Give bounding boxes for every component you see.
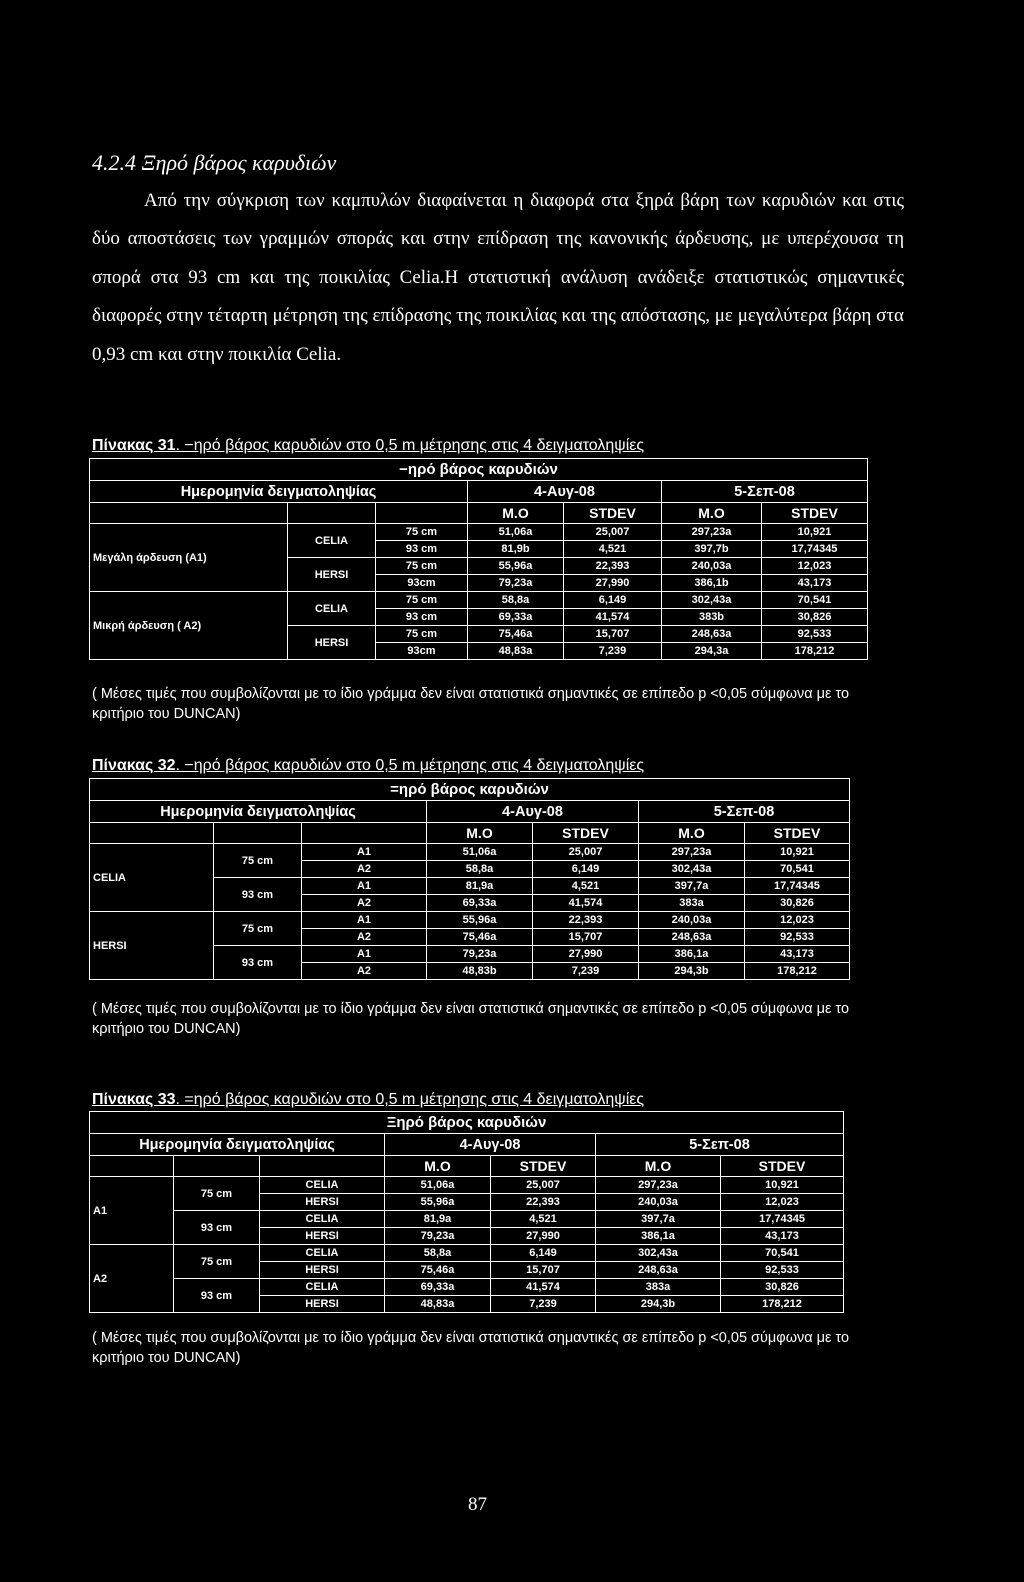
table32-cell: 294,3b — [639, 963, 745, 980]
table33-group-2: Α2 — [90, 1245, 174, 1313]
table31-cell: 10,921 — [762, 524, 868, 541]
table31-subgroup: CELIA — [288, 592, 376, 626]
table32-cell: 25,007 — [533, 844, 639, 861]
table32-cell: 12,023 — [745, 912, 850, 929]
table32-note: ( Μέσες τιμές που συμβολίζονται με το ίδιο γράμμα δεν είναι στατιστικά σημαντικές σε επίπεδο p <0,05 σύμφωνα με το κριτήριο του DUNCAN) — [92, 1001, 850, 1037]
table33-cell: 70,541 — [721, 1245, 844, 1262]
table33-caption — [92, 1091, 644, 1109]
table33-cell: CELIA — [260, 1211, 385, 1228]
table32-date2: 5-Σεπ-08 — [639, 801, 850, 823]
table31-cell: 15,707 — [564, 626, 662, 643]
table32-cell: Α2 — [302, 895, 427, 912]
table31-cell: 41,574 — [564, 609, 662, 626]
table32-cell: 178,212 — [745, 963, 850, 980]
table32-cell: Α2 — [302, 963, 427, 980]
table31-cell: 79,23a — [468, 575, 564, 592]
table31-cell: 48,83a — [468, 643, 564, 660]
table32-caption — [92, 757, 644, 775]
table32-subgroup: 93 cm — [214, 946, 302, 980]
table32-cell: 302,43a — [639, 861, 745, 878]
table33-cell: 55,96a — [385, 1194, 491, 1211]
table32-cell: 81,9a — [427, 878, 533, 895]
table31-subgroup: HERSI — [288, 626, 376, 660]
table33-cell: 240,03a — [596, 1194, 721, 1211]
table31-cell: 75 cm — [376, 626, 468, 643]
table32-cell: 70,541 — [745, 861, 850, 878]
table32-cell: 79,23a — [427, 946, 533, 963]
table31-cell: 92,533 — [762, 626, 868, 643]
table32-cell: Α1 — [302, 912, 427, 929]
table31-note: ( Μέσες τιμές που συμβολίζονται με το ίδιο γράμμα δεν είναι στατιστικά σημαντικές σε επίπεδο p <0,05 σύμφωνα με το κριτήριο του DUNCAN) — [92, 686, 850, 722]
table31-cell: 302,43a — [662, 592, 762, 609]
table31-cell: 58,8a — [468, 592, 564, 609]
table32-cell: 27,990 — [533, 946, 639, 963]
table32-date-label: Ημερομηνία δειγματοληψίας — [90, 801, 427, 823]
table31-cell: 93 cm — [376, 541, 468, 558]
table31-date2: 5-Σεπ-08 — [662, 481, 868, 503]
table33-subgroup: 93 cm — [174, 1279, 260, 1313]
page-number: 87 — [468, 1494, 487, 1515]
table32-group-1: CELIA — [90, 844, 214, 912]
table33-cell: 58,8a — [385, 1245, 491, 1262]
table31-mo-2: Μ.Ο — [662, 503, 762, 524]
table32-subgroup: 75 cm — [214, 912, 302, 946]
table31-cell: 397,7b — [662, 541, 762, 558]
table31-cell: 75,46a — [468, 626, 564, 643]
table33-cell: 48,83a — [385, 1296, 491, 1313]
table33-cell: 25,007 — [491, 1177, 596, 1194]
table33-title: Ξηρό βάρος καρυδιών — [90, 1112, 844, 1134]
table33-cell: HERSI — [260, 1194, 385, 1211]
table32-date1: 4-Αυγ-08 — [427, 801, 639, 823]
table-row — [90, 1177, 844, 1194]
table33-cell: CELIA — [260, 1177, 385, 1194]
table32-cell: 58,8a — [427, 861, 533, 878]
table32-cell: Α1 — [302, 946, 427, 963]
table32-stdev-2: STDEV — [745, 823, 850, 844]
table33-cell: CELIA — [260, 1245, 385, 1262]
table32-cell: 17,74345 — [745, 878, 850, 895]
table32-subgroup: 93 cm — [214, 878, 302, 912]
table31-cell: 297,23a — [662, 524, 762, 541]
table33-note: ( Μέσες τιμές που συμβολίζονται με το ίδιο γράμμα δεν είναι στατιστικά σημαντικές σε επίπεδο p <0,05 σύμφωνα με το κριτήριο του DUNCAN) — [92, 1330, 850, 1366]
table33-cell: 43,173 — [721, 1228, 844, 1245]
table31-cell: 69,33a — [468, 609, 564, 626]
table33-cell: 69,33a — [385, 1279, 491, 1296]
table31-subgroup: CELIA — [288, 524, 376, 558]
table32-cell: 397,7a — [639, 878, 745, 895]
table32-cell: Α1 — [302, 878, 427, 895]
table33-date2: 5-Σεπ-08 — [596, 1134, 844, 1156]
table31-cell: 22,393 — [564, 558, 662, 575]
table-row — [90, 1279, 844, 1296]
table33-cell: 248,63a — [596, 1262, 721, 1279]
table32-cell: 7,239 — [533, 963, 639, 980]
table32-caption-label: Πίνακας 32 — [92, 757, 176, 774]
table33-cell: 302,43a — [596, 1245, 721, 1262]
table33 — [89, 1111, 844, 1313]
table31-cell: 7,239 — [564, 643, 662, 660]
table31-cell: 248,63a — [662, 626, 762, 643]
table32-cell: Α2 — [302, 929, 427, 946]
table31-cell: 27,990 — [564, 575, 662, 592]
table33-cell: 27,990 — [491, 1228, 596, 1245]
table33-cell: 17,74345 — [721, 1211, 844, 1228]
table31-cell: 25,007 — [564, 524, 662, 541]
table33-group-1: Α1 — [90, 1177, 174, 1245]
table-row — [90, 592, 868, 609]
table33-cell: 178,212 — [721, 1296, 844, 1313]
table33-stdev-1: STDEV — [491, 1156, 596, 1177]
table31-cell: 386,1b — [662, 575, 762, 592]
table32-cell: Α1 — [302, 844, 427, 861]
table31-caption — [92, 437, 644, 455]
table32-cell: 75,46a — [427, 929, 533, 946]
table33-mo-1: Μ.Ο — [385, 1156, 491, 1177]
table33-cell: 92,533 — [721, 1262, 844, 1279]
table33-cell: 4,521 — [491, 1211, 596, 1228]
body-paragraph — [92, 182, 904, 374]
table32-cell: 383a — [639, 895, 745, 912]
table33-cell: 297,23a — [596, 1177, 721, 1194]
table31-cell: 51,06a — [468, 524, 564, 541]
table32 — [89, 778, 850, 980]
table33-cell: 79,23a — [385, 1228, 491, 1245]
table32-cell: 297,23a — [639, 844, 745, 861]
table33-cell: HERSI — [260, 1296, 385, 1313]
table32-cell: 248,63a — [639, 929, 745, 946]
table31-caption-text: . −ηρό βάρος καρυδιών στο 0,5 m μέτρησης στις 4 δειγματοληψίες — [175, 437, 645, 454]
table33-cell: 12,023 — [721, 1194, 844, 1211]
table31-subgroup: HERSI — [288, 558, 376, 592]
table32-mo-2: Μ.Ο — [639, 823, 745, 844]
table32-cell: 51,06a — [427, 844, 533, 861]
table33-stdev-2: STDEV — [721, 1156, 844, 1177]
table31-caption-label: Πίνακας 31 — [92, 437, 176, 454]
table32-cell: 386,1a — [639, 946, 745, 963]
table33-cell: 383a — [596, 1279, 721, 1296]
table33-cell: HERSI — [260, 1262, 385, 1279]
table31-cell: 43,173 — [762, 575, 868, 592]
table33-date-label: Ημερομηνία δειγματοληψίας — [90, 1134, 385, 1156]
table33-subgroup: 93 cm — [174, 1211, 260, 1245]
table33-cell: 386,1a — [596, 1228, 721, 1245]
table31-cell: 81,9b — [468, 541, 564, 558]
table31-stdev-1: STDEV — [564, 503, 662, 524]
table31-cell: 178,212 — [762, 643, 868, 660]
table32-mo-1: Μ.Ο — [427, 823, 533, 844]
table-row — [90, 1211, 844, 1228]
table32-cell: 43,173 — [745, 946, 850, 963]
table32-stdev-1: STDEV — [533, 823, 639, 844]
table33-cell: CELIA — [260, 1279, 385, 1296]
table32-cell: 10,921 — [745, 844, 850, 861]
table33-cell: 294,3b — [596, 1296, 721, 1313]
table31-cell: 75 cm — [376, 558, 468, 575]
table31-cell: 294,3a — [662, 643, 762, 660]
table31-cell: 17,74345 — [762, 541, 868, 558]
table-row — [90, 524, 868, 541]
table31-cell: 12,023 — [762, 558, 868, 575]
table-row — [90, 1245, 844, 1262]
paragraph-text: Από την σύγκριση των καμπυλών διαφαίνεται η διαφορά στα ξηρά βάρη των καρυδιών και στις δύο αποστάσεις των γραμμών σποράς και στην επίδραση της κανονικής άρδευσης, με υπερέχουσα τη σπορά στα 93 cm και της ποικιλίας Celia.Η στατιστική ανάλυση ανάδειξε στατιστικώς σημαντικές διαφορές στην τέταρτη μέτρηση της επίδρασης της ποικιλίας και της απόστασης, με μεγαλύτερα βάρη στα 0,93 cm και στην ποικιλία Celia. — [92, 190, 904, 365]
table31-cell: 75 cm — [376, 524, 468, 541]
table33-subgroup: 75 cm — [174, 1245, 260, 1279]
table33-caption-text: . =ηρό βάρος καρυδιών στο 0,5 m μέτρησης στις 4 δειγματοληψίες — [175, 1091, 645, 1108]
table32-cell: 92,533 — [745, 929, 850, 946]
table32-cell: 4,521 — [533, 878, 639, 895]
table31-group-1: Μεγάλη άρδευση (Α1) — [90, 524, 288, 592]
table31-date1: 4-Αυγ-08 — [468, 481, 662, 503]
table32-cell: 69,33a — [427, 895, 533, 912]
table31-cell: 240,03a — [662, 558, 762, 575]
table32-group-2: HERSI — [90, 912, 214, 980]
table31-title: −ηρό βάρος καρυδιών — [90, 459, 868, 481]
table31-cell: 4,521 — [564, 541, 662, 558]
table32-cell: Α2 — [302, 861, 427, 878]
section-heading: 4.2.4 Ξηρό βάρος καρυδιών — [92, 150, 337, 175]
table32-subgroup: 75 cm — [214, 844, 302, 878]
table32-cell: 41,574 — [533, 895, 639, 912]
table33-cell: 397,7a — [596, 1211, 721, 1228]
table33-cell: 41,574 — [491, 1279, 596, 1296]
table33-cell: 15,707 — [491, 1262, 596, 1279]
table32-cell: 6,149 — [533, 861, 639, 878]
table-row — [90, 912, 850, 929]
table31-cell: 93cm — [376, 575, 468, 592]
table31 — [89, 458, 868, 660]
table31-date-label: Ημερομηνία δειγματοληψίας — [90, 481, 468, 503]
table31-cell: 93 cm — [376, 609, 468, 626]
table32-caption-text: . −ηρό βάρος καρυδιών στο 0,5 m μέτρησης στις 4 δειγματοληψίες — [175, 757, 645, 774]
table32-cell: 55,96a — [427, 912, 533, 929]
table31-cell: 93cm — [376, 643, 468, 660]
table31-cell: 55,96a — [468, 558, 564, 575]
table32-cell: 22,393 — [533, 912, 639, 929]
table32-cell: 240,03a — [639, 912, 745, 929]
table33-cell: 7,239 — [491, 1296, 596, 1313]
table33-cell: 81,9a — [385, 1211, 491, 1228]
table32-title: =ηρό βάρος καρυδιών — [90, 779, 850, 801]
table33-mo-2: Μ.Ο — [596, 1156, 721, 1177]
table33-cell: 6,149 — [491, 1245, 596, 1262]
table32-cell: 30,826 — [745, 895, 850, 912]
table31-cell: 75 cm — [376, 592, 468, 609]
table31-cell: 6,149 — [564, 592, 662, 609]
table32-cell: 48,83b — [427, 963, 533, 980]
table31-cell: 30,826 — [762, 609, 868, 626]
table33-caption-label: Πίνακας 33 — [92, 1091, 176, 1108]
table33-cell: 30,826 — [721, 1279, 844, 1296]
table31-cell: 383b — [662, 609, 762, 626]
table33-cell: HERSI — [260, 1228, 385, 1245]
table33-cell: 22,393 — [491, 1194, 596, 1211]
table33-cell: 75,46a — [385, 1262, 491, 1279]
table33-date1: 4-Αυγ-08 — [385, 1134, 596, 1156]
table33-subgroup: 75 cm — [174, 1177, 260, 1211]
table33-cell: 51,06a — [385, 1177, 491, 1194]
table32-cell: 15,707 — [533, 929, 639, 946]
table31-mo-1: Μ.Ο — [468, 503, 564, 524]
table31-cell: 70,541 — [762, 592, 868, 609]
table-row — [90, 844, 850, 861]
table31-stdev-2: STDEV — [762, 503, 868, 524]
table31-group-2: Μικρή άρδευση ( Α2) — [90, 592, 288, 660]
table33-cell: 10,921 — [721, 1177, 844, 1194]
